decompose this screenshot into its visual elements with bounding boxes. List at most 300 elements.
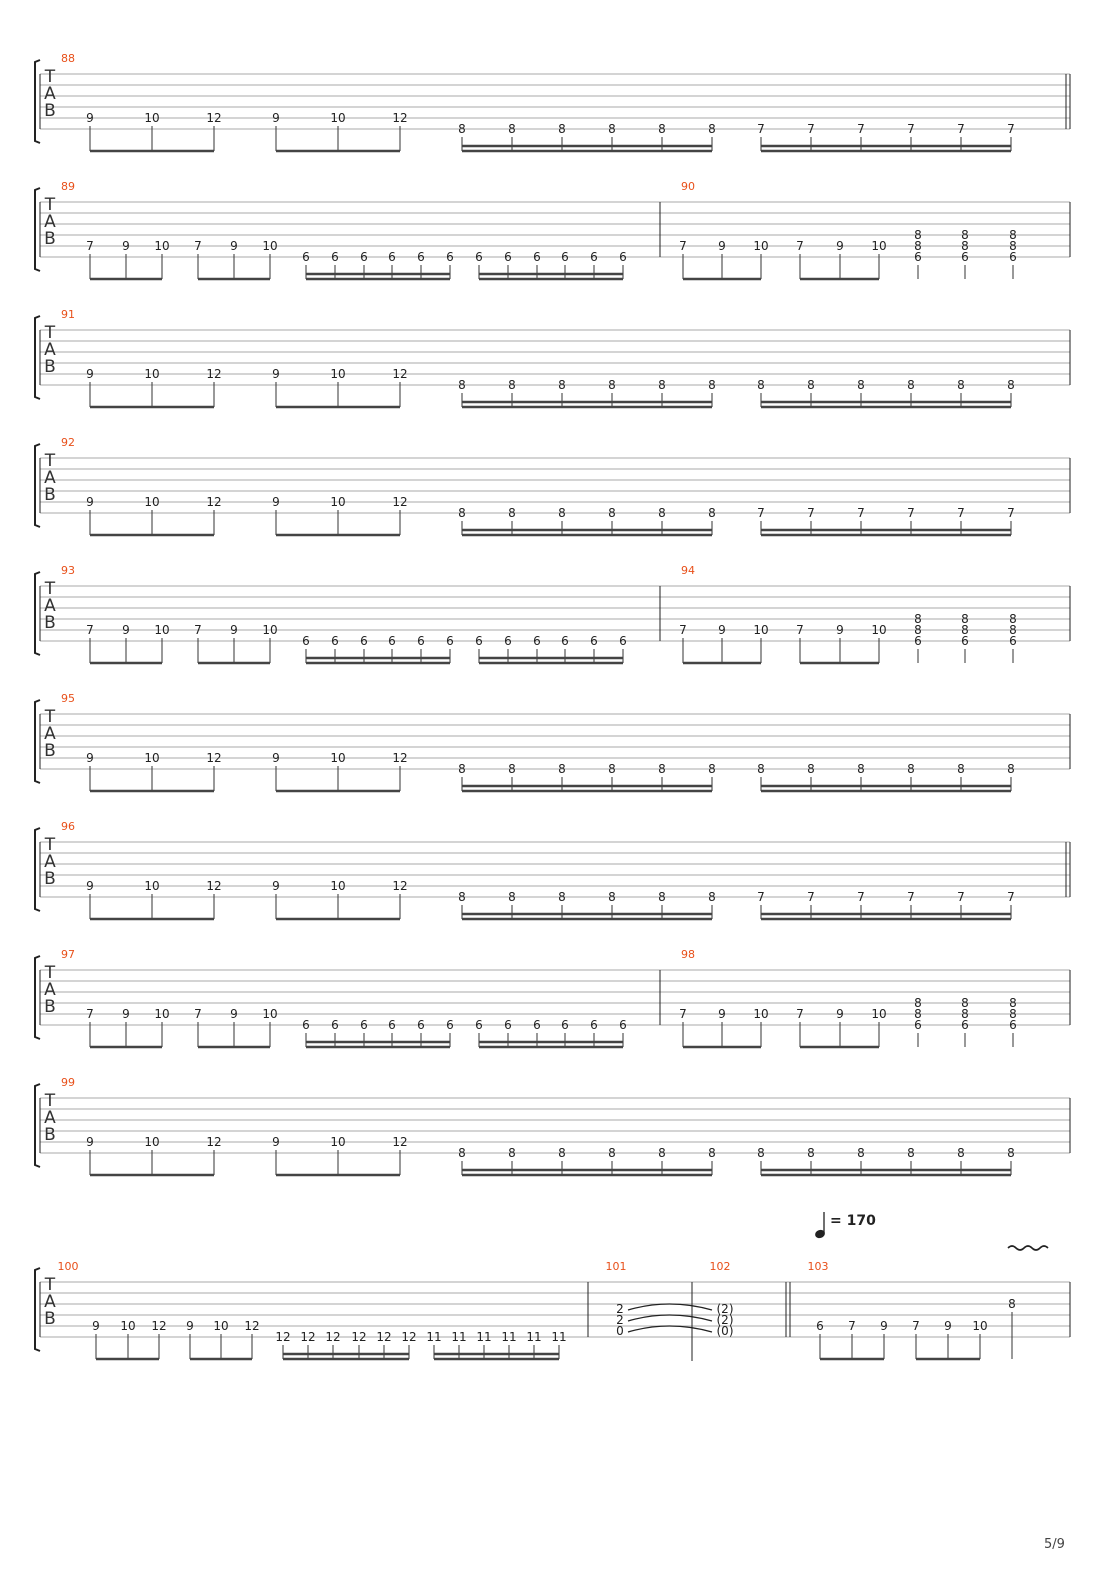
fret-number: 8	[914, 228, 922, 242]
fret-number: 12	[392, 1135, 408, 1149]
tab-system	[35, 828, 1070, 919]
tab-clef-letter: T	[44, 707, 56, 727]
fret-number: 9	[836, 1007, 844, 1021]
fret-number: 10	[144, 1135, 160, 1149]
tab-clef-letter: A	[44, 1292, 56, 1312]
measure-number: 93	[61, 564, 75, 577]
fret-number: 8	[658, 890, 666, 904]
fret-number: 9	[272, 1135, 280, 1149]
fret-number: 9	[86, 111, 94, 125]
fret-number: 6	[619, 634, 627, 648]
page-number: 5/9	[1044, 1537, 1065, 1552]
fret-number: 8	[458, 122, 466, 136]
tie-arc	[628, 1315, 712, 1321]
fret-number: 8	[1009, 623, 1017, 637]
tab-clef-letter: B	[44, 997, 56, 1017]
fret-number: 0	[616, 1324, 624, 1338]
fret-number: 12	[206, 1135, 222, 1149]
fret-number: 7	[1007, 890, 1015, 904]
system-bracket	[35, 828, 40, 911]
tab-system	[35, 60, 1070, 151]
fret-number: 8	[961, 1007, 969, 1021]
fret-number: 8	[708, 506, 716, 520]
fret-number: 9	[230, 623, 238, 637]
fret-number: 10	[330, 1135, 346, 1149]
fret-number: 6	[388, 634, 396, 648]
measure-number: 90	[681, 180, 695, 193]
fret-number: 8	[608, 378, 616, 392]
fret-number: 12	[392, 111, 408, 125]
fret-number: 6	[961, 250, 969, 264]
fret-number: 10	[871, 239, 887, 253]
fret-number: 8	[914, 623, 922, 637]
fret-number: 8	[914, 996, 922, 1010]
fret-number: 6	[302, 250, 310, 264]
fret-number: 8	[608, 122, 616, 136]
system-bracket	[35, 1268, 40, 1351]
fret-number: 7	[86, 1007, 94, 1021]
fret-number: 12	[351, 1330, 367, 1344]
tab-clef-letter: T	[44, 1275, 56, 1295]
tab-system	[35, 700, 1070, 791]
fret-number: 10	[871, 1007, 887, 1021]
fret-number: 11	[501, 1330, 517, 1344]
fret-number: 8	[957, 762, 965, 776]
fret-number: 8	[558, 378, 566, 392]
tempo-marking	[814, 1212, 826, 1239]
fret-number: 6	[533, 1018, 541, 1032]
tab-clef-letter: B	[44, 229, 56, 249]
fret-number: 6	[360, 1018, 368, 1032]
fret-number: 8	[558, 1146, 566, 1160]
fret-number: 6	[961, 1018, 969, 1032]
fret-number: 8	[558, 506, 566, 520]
tab-clef-letter: B	[44, 613, 56, 633]
system-bracket	[35, 956, 40, 1039]
fret-number: 8	[1007, 1146, 1015, 1160]
fret-number: 7	[912, 1319, 920, 1333]
fret-number: 7	[957, 890, 965, 904]
fret-number: 9	[272, 495, 280, 509]
fret-number: 8	[558, 762, 566, 776]
fret-number: 7	[757, 890, 765, 904]
fret-number: 8	[957, 1146, 965, 1160]
fret-number: 10	[330, 367, 346, 381]
fret-number: 7	[1007, 122, 1015, 136]
fret-number: 10	[262, 623, 278, 637]
fret-number: 8	[807, 378, 815, 392]
fret-number: 6	[504, 1018, 512, 1032]
fret-number: 10	[144, 495, 160, 509]
fret-number: 12	[392, 751, 408, 765]
fret-number: 8	[658, 506, 666, 520]
fret-number: 8	[1009, 1007, 1017, 1021]
fret-number: 6	[1009, 634, 1017, 648]
fret-number: 9	[122, 1007, 130, 1021]
fret-number: 6	[1009, 250, 1017, 264]
fret-number: 12	[206, 111, 222, 125]
tab-clef-letter: T	[44, 579, 56, 599]
fret-number: 10	[753, 1007, 769, 1021]
fret-number: 8	[961, 996, 969, 1010]
measure-number: 88	[61, 52, 75, 65]
fret-number: 6	[331, 1018, 339, 1032]
fret-number: 8	[961, 623, 969, 637]
fret-number: 10	[871, 623, 887, 637]
fret-number: 6	[590, 634, 598, 648]
tab-clef-letter: A	[44, 724, 56, 744]
fret-number: 7	[857, 122, 865, 136]
fret-number: 10	[154, 1007, 170, 1021]
fret-number: 7	[957, 506, 965, 520]
tie-arc	[628, 1304, 712, 1310]
fret-number: 2	[616, 1313, 624, 1327]
tab-clef-letter: T	[44, 835, 56, 855]
fret-number: 9	[230, 1007, 238, 1021]
fret-number: 8	[914, 612, 922, 626]
fret-number: (2)	[716, 1313, 734, 1327]
fret-number: 7	[957, 122, 965, 136]
fret-number: 7	[86, 623, 94, 637]
fret-number: 6	[331, 250, 339, 264]
fret-number: 8	[608, 506, 616, 520]
fret-number: 12	[300, 1330, 316, 1344]
fret-number: 6	[446, 634, 454, 648]
tab-system	[35, 1268, 1070, 1361]
fret-number: 9	[272, 751, 280, 765]
fret-number: 6	[302, 1018, 310, 1032]
fret-number: 7	[796, 623, 804, 637]
tab-clef-letter: A	[44, 596, 56, 616]
fret-number: 8	[508, 762, 516, 776]
fret-number: 6	[619, 1018, 627, 1032]
fret-number: 8	[1009, 228, 1017, 242]
measure-number: 97	[61, 948, 75, 961]
fret-number: 6	[504, 634, 512, 648]
fret-number: 6	[302, 634, 310, 648]
tab-clef-letter: T	[44, 195, 56, 215]
tab-system	[35, 444, 1070, 535]
fret-number: 9	[836, 623, 844, 637]
fret-number: 9	[272, 111, 280, 125]
fret-number: 6	[1009, 1018, 1017, 1032]
tab-clef-letter: A	[44, 468, 56, 488]
fret-number: 8	[961, 612, 969, 626]
fret-number: 8	[508, 122, 516, 136]
fret-number: 9	[122, 623, 130, 637]
fret-number: 6	[360, 634, 368, 648]
fret-number: 6	[816, 1319, 824, 1333]
tab-clef-letter: A	[44, 980, 56, 1000]
measure-number: 96	[61, 820, 75, 833]
fret-number: 8	[914, 1007, 922, 1021]
fret-number: 10	[120, 1319, 136, 1333]
fret-number: 9	[92, 1319, 100, 1333]
fret-number: 7	[857, 506, 865, 520]
tab-clef-letter: B	[44, 1309, 56, 1329]
fret-number: 8	[757, 378, 765, 392]
fret-number: 9	[86, 751, 94, 765]
measure-number: 92	[61, 436, 75, 449]
fret-number: 6	[417, 1018, 425, 1032]
fret-number: 8	[1009, 996, 1017, 1010]
fret-number: 7	[807, 890, 815, 904]
fret-number: 12	[206, 367, 222, 381]
fret-number: 12	[275, 1330, 291, 1344]
fret-number: 6	[331, 634, 339, 648]
tempo-value: = 170	[830, 1213, 876, 1229]
fret-number: 7	[796, 1007, 804, 1021]
fret-number: 11	[451, 1330, 467, 1344]
fret-number: 6	[417, 634, 425, 648]
fret-number: 7	[907, 890, 915, 904]
fret-number: 8	[658, 1146, 666, 1160]
fret-number: 10	[330, 879, 346, 893]
measure-number: 102	[709, 1260, 731, 1273]
fret-number: 9	[122, 239, 130, 253]
fret-number: 6	[446, 250, 454, 264]
tab-clef-letter: B	[44, 1125, 56, 1145]
fret-number: 7	[807, 506, 815, 520]
system-bracket	[35, 60, 40, 143]
fret-number: 10	[972, 1319, 988, 1333]
fret-number: 8	[708, 122, 716, 136]
fret-number: 9	[230, 239, 238, 253]
fret-number: 7	[857, 890, 865, 904]
fret-number: 8	[1008, 1297, 1016, 1311]
fret-number: 8	[1009, 239, 1017, 253]
fret-number: 8	[458, 506, 466, 520]
fret-number: 9	[272, 367, 280, 381]
fret-number: 8	[558, 122, 566, 136]
tab-clef-letter: A	[44, 1108, 56, 1128]
fret-number: 7	[907, 122, 915, 136]
fret-number: 11	[426, 1330, 442, 1344]
fret-number: 11	[551, 1330, 567, 1344]
fret-number: 10	[154, 623, 170, 637]
fret-number: 8	[558, 890, 566, 904]
fret-number: 7	[807, 122, 815, 136]
fret-number: 7	[1007, 506, 1015, 520]
fret-number: 9	[86, 879, 94, 893]
fret-number: 9	[186, 1319, 194, 1333]
system-bracket	[35, 316, 40, 399]
tab-system	[35, 316, 1070, 407]
fret-number: 12	[206, 751, 222, 765]
tie-arc	[628, 1326, 712, 1332]
fret-number: 8	[658, 122, 666, 136]
fret-number: 8	[658, 762, 666, 776]
measure-number: 98	[681, 948, 695, 961]
fret-number: 6	[619, 250, 627, 264]
fret-number: 6	[561, 250, 569, 264]
tab-system	[35, 1084, 1070, 1175]
tab-clef-letter: A	[44, 340, 56, 360]
fret-number: 8	[807, 1146, 815, 1160]
fret-number: 8	[807, 762, 815, 776]
fret-number: 7	[796, 239, 804, 253]
fret-number: 9	[718, 239, 726, 253]
fret-number: 7	[679, 623, 687, 637]
fret-number: 12	[151, 1319, 167, 1333]
fret-number: 12	[392, 495, 408, 509]
fret-number: 6	[504, 250, 512, 264]
system-bracket	[35, 444, 40, 527]
tab-clef-letter: B	[44, 869, 56, 889]
fret-number: 12	[206, 879, 222, 893]
measure-number: 94	[681, 564, 695, 577]
fret-number: 8	[907, 762, 915, 776]
fret-number: 12	[392, 879, 408, 893]
fret-number: 8	[658, 378, 666, 392]
fret-number: 7	[194, 623, 202, 637]
fret-number: 8	[914, 239, 922, 253]
fret-number: 8	[857, 762, 865, 776]
fret-number: 8	[708, 1146, 716, 1160]
fret-number: 6	[914, 634, 922, 648]
fret-number: 6	[475, 634, 483, 648]
fret-number: 6	[533, 250, 541, 264]
fret-number: 9	[718, 623, 726, 637]
fret-number: 12	[206, 495, 222, 509]
fret-number: 8	[608, 762, 616, 776]
measure-number: 99	[61, 1076, 75, 1089]
fret-number: 7	[86, 239, 94, 253]
fret-number: 6	[561, 634, 569, 648]
fret-number: 6	[446, 1018, 454, 1032]
fret-number: 6	[360, 250, 368, 264]
measure-number: 89	[61, 180, 75, 193]
fret-number: 10	[144, 111, 160, 125]
tab-clef-letter: T	[44, 323, 56, 343]
tab-clef-letter: A	[44, 212, 56, 232]
tab-clef-letter: B	[44, 485, 56, 505]
fret-number: 8	[757, 1146, 765, 1160]
fret-number: 10	[262, 239, 278, 253]
fret-number: 6	[475, 1018, 483, 1032]
fret-number: 10	[753, 239, 769, 253]
fret-number: 12	[376, 1330, 392, 1344]
tab-clef-letter: T	[44, 1091, 56, 1111]
fret-number: 8	[508, 378, 516, 392]
fret-number: 10	[144, 751, 160, 765]
tab-clef-letter: T	[44, 67, 56, 87]
fret-number: 7	[679, 239, 687, 253]
measure-number: 103	[807, 1260, 829, 1273]
fret-number: 10	[144, 367, 160, 381]
fret-number: 7	[679, 1007, 687, 1021]
fret-number: 8	[508, 506, 516, 520]
fret-number: 10	[753, 623, 769, 637]
fret-number: 6	[388, 250, 396, 264]
fret-number: 9	[86, 367, 94, 381]
fret-number: 9	[880, 1319, 888, 1333]
fret-number: 8	[1009, 612, 1017, 626]
fret-number: 12	[392, 367, 408, 381]
measure-number: 100	[57, 1260, 79, 1273]
tab-clef-letter: B	[44, 357, 56, 377]
measure-number: 95	[61, 692, 75, 705]
tab-clef-letter: A	[44, 84, 56, 104]
fret-number: 7	[848, 1319, 856, 1333]
fret-number: 10	[213, 1319, 229, 1333]
fret-number: 9	[944, 1319, 952, 1333]
fret-number: 9	[86, 495, 94, 509]
fret-number: 8	[458, 890, 466, 904]
fret-number: 6	[417, 250, 425, 264]
fret-number: 8	[961, 239, 969, 253]
system-bracket	[35, 188, 40, 271]
fret-number: (2)	[716, 1302, 734, 1316]
fret-number: 9	[86, 1135, 94, 1149]
fret-number: 8	[508, 1146, 516, 1160]
system-bracket	[35, 572, 40, 655]
fret-number: 7	[194, 1007, 202, 1021]
tab-clef-letter: T	[44, 963, 56, 983]
fret-number: 8	[957, 378, 965, 392]
fret-number: 7	[757, 506, 765, 520]
fret-number: 8	[907, 378, 915, 392]
fret-number: 8	[961, 228, 969, 242]
fret-number: 8	[458, 378, 466, 392]
system-bracket	[35, 700, 40, 783]
fret-number: 10	[262, 1007, 278, 1021]
fret-number: 6	[914, 250, 922, 264]
tab-clef-letter: B	[44, 741, 56, 761]
fret-number: 6	[961, 634, 969, 648]
fret-number: 8	[508, 890, 516, 904]
fret-number: 6	[533, 634, 541, 648]
fret-number: 8	[608, 1146, 616, 1160]
fret-number: 2	[616, 1302, 624, 1316]
fret-number: 6	[590, 250, 598, 264]
fret-number: 8	[857, 378, 865, 392]
fret-number: 12	[401, 1330, 417, 1344]
fret-number: 8	[757, 762, 765, 776]
fret-number: 10	[144, 879, 160, 893]
measure-number: 101	[605, 1260, 627, 1273]
tab-clef-letter: B	[44, 101, 56, 121]
fret-number: 8	[907, 1146, 915, 1160]
fret-number: 8	[1007, 762, 1015, 776]
fret-number: 6	[475, 250, 483, 264]
fret-number: 7	[907, 506, 915, 520]
fret-number: 10	[330, 495, 346, 509]
fret-number: 10	[154, 239, 170, 253]
fret-number: 12	[325, 1330, 341, 1344]
fret-number: 9	[718, 1007, 726, 1021]
fret-number: 8	[857, 1146, 865, 1160]
fret-number: 10	[330, 111, 346, 125]
fret-number: 8	[708, 890, 716, 904]
measure-number: 91	[61, 308, 75, 321]
fret-number: 8	[1007, 378, 1015, 392]
system-bracket	[35, 1084, 40, 1167]
fret-number: 7	[757, 122, 765, 136]
tab-clef-letter: A	[44, 852, 56, 872]
fret-number: 8	[708, 762, 716, 776]
fret-number: (0)	[716, 1324, 734, 1338]
fret-number: 12	[244, 1319, 260, 1333]
fret-number: 8	[708, 378, 716, 392]
fret-number: 6	[561, 1018, 569, 1032]
fret-number: 6	[590, 1018, 598, 1032]
fret-number: 8	[458, 762, 466, 776]
fret-number: 11	[526, 1330, 542, 1344]
fret-number: 9	[272, 879, 280, 893]
fret-number: 10	[330, 751, 346, 765]
fret-number: 8	[458, 1146, 466, 1160]
